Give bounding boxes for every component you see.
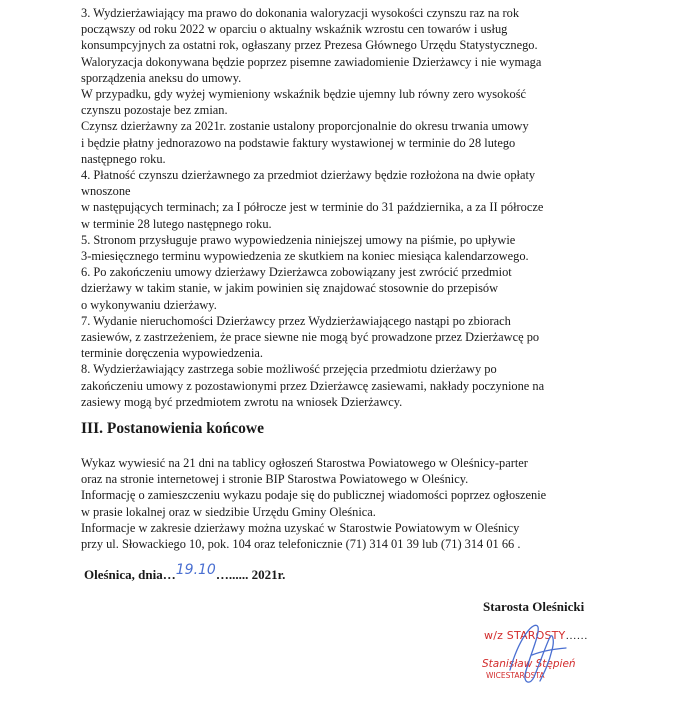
clause-line: w następujących terminach; za I półrocze jest w terminie do 31 października, a za II półrocze <box>81 200 544 215</box>
date-prefix: Oleśnica, dnia <box>84 567 163 582</box>
clause-line: 3-miesięcznego terminu wypowiedzenia ze skutkiem na koniec miesiąca kalendarzowego. <box>81 249 529 263</box>
clause-line: czynszu pozostaje bez zmian. <box>81 103 228 118</box>
clause-line: Waloryzacja dokonywana będzie poprzez pisemne zawiadomienie Dzierżawcy i nie wymaga <box>81 54 542 69</box>
clause-line: zasiewów, z zastrzeżeniem, że prace siewne nie mogą być prowadzone przez Dzierżawcę po <box>81 330 540 344</box>
clause-line: i będzie płatny jednorazowo na podstawie faktury wystawionej w terminie do 28 lutego <box>81 135 516 150</box>
clause-line: następnego roku. <box>81 151 166 166</box>
clause-line: zasiewy mogą być przedmiotem zwrotu na wniosek Dzierżawcy. <box>81 394 403 409</box>
clause-line: 3. Wydzierżawiający ma prawo do dokonania waloryzacji wysokości czynszu raz na rok <box>81 6 520 20</box>
clause-line: konsumpcyjnych za ostatni rok, ogłaszany przez Prezesa Głównego Urzędu Statystycznego. <box>81 38 538 53</box>
stamp-dots: …… <box>565 630 588 642</box>
date-suffix: 2021r. <box>248 567 286 582</box>
clause-line: 4. Płatność czynszu dzierżawnego za przedmiot dzierżawy będzie rozłożona na dwie opłaty <box>81 168 536 182</box>
handwritten-signature-icon <box>480 615 590 695</box>
handwritten-date: 19.10 <box>175 562 216 578</box>
stamp-name: Stanisław Stępień <box>482 658 576 670</box>
final-provision-line: przy ul. Słowackiego 10, pok. 104 oraz telefonicznie (71) 314 01 39 lub (71) 314 01 66 . <box>81 537 521 551</box>
final-provision-line: Informację o zamieszczeniu wykazu podaje się do publicznej wiadomości poprzez ogłoszenie <box>81 488 547 503</box>
date-line <box>84 562 286 583</box>
clause-line: 6. Po zakończeniu umowy dzierżawy Dzierżawca zobowiązany jest zwrócić przedmiot <box>81 265 512 280</box>
signer-title: Starosta Oleśnicki <box>483 599 585 614</box>
section-heading: III. Postanowienia końcowe <box>81 420 265 437</box>
final-provision-line: w prasie lokalnej oraz w siedzibie Urzędu Gminy Oleśnica. <box>81 504 376 519</box>
clause-line: dzierżawy w takim stanie, w jakim powinien się znajdować stosownie do przepisów <box>81 281 499 296</box>
clause-line: W przypadku, gdy wyżej wymieniony wskaźnik będzie ujemny lub równy zero wysokość <box>81 87 527 101</box>
clause-line: Czynsz dzierżawny za 2021r. zostanie ustalony proporcjonalnie do okresu trwania umowy <box>81 119 529 134</box>
date-dots-after: …...... <box>215 567 249 582</box>
clause-line: terminie doręczenia wypowiedzenia. <box>81 346 263 361</box>
date-dots-before: … <box>162 567 176 582</box>
stamp-deputy-text: w/z STAROSTY <box>484 629 566 642</box>
clause-line: zakończeniu umowy z pozostawionymi przez Dzierżawcę zasiewami, nakłady poczynione na <box>81 378 545 393</box>
clause-line: o wykonywaniu dzierżawy. <box>81 297 217 312</box>
final-provision-line: oraz na stronie internetowej i stronie BIP Starostwa Powiatowego w Oleśnicy. <box>81 472 469 487</box>
clause-line: 7. Wydanie nieruchomości Dzierżawcy przez Wydzierżawiającego nastąpi po zbiorach <box>81 313 511 328</box>
clause-line: 8. Wydzierżawiający zastrzega sobie możliwość przejęcia przedmiotu dzierżawy po <box>81 362 497 377</box>
final-provision-line: Wykaz wywiesić na 21 dni na tablicy ogłoszeń Starostwa Powiatowego w Oleśnicy-parter <box>81 456 528 470</box>
clause-line: w terminie 28 lutego następnego roku. <box>81 216 272 231</box>
final-provision-line: Informacje w zakresie dzierżawy można uzyskać w Starostwie Powiatowym w Oleśnicy <box>81 520 520 535</box>
clause-line: 5. Stronom przysługuje prawo wypowiedzenia niniejszej umowy na piśmie, po upływie <box>81 232 516 247</box>
stamp-role: WICESTAROSTA <box>486 671 545 680</box>
clause-line: wnoszone <box>81 184 131 199</box>
clause-line: począwszy od roku 2022 w oparciu o aktualny wskaźnik wzrostu cen towarów i usług <box>81 22 508 37</box>
clause-line: sporządzenia aneksu do umowy. <box>81 70 242 85</box>
